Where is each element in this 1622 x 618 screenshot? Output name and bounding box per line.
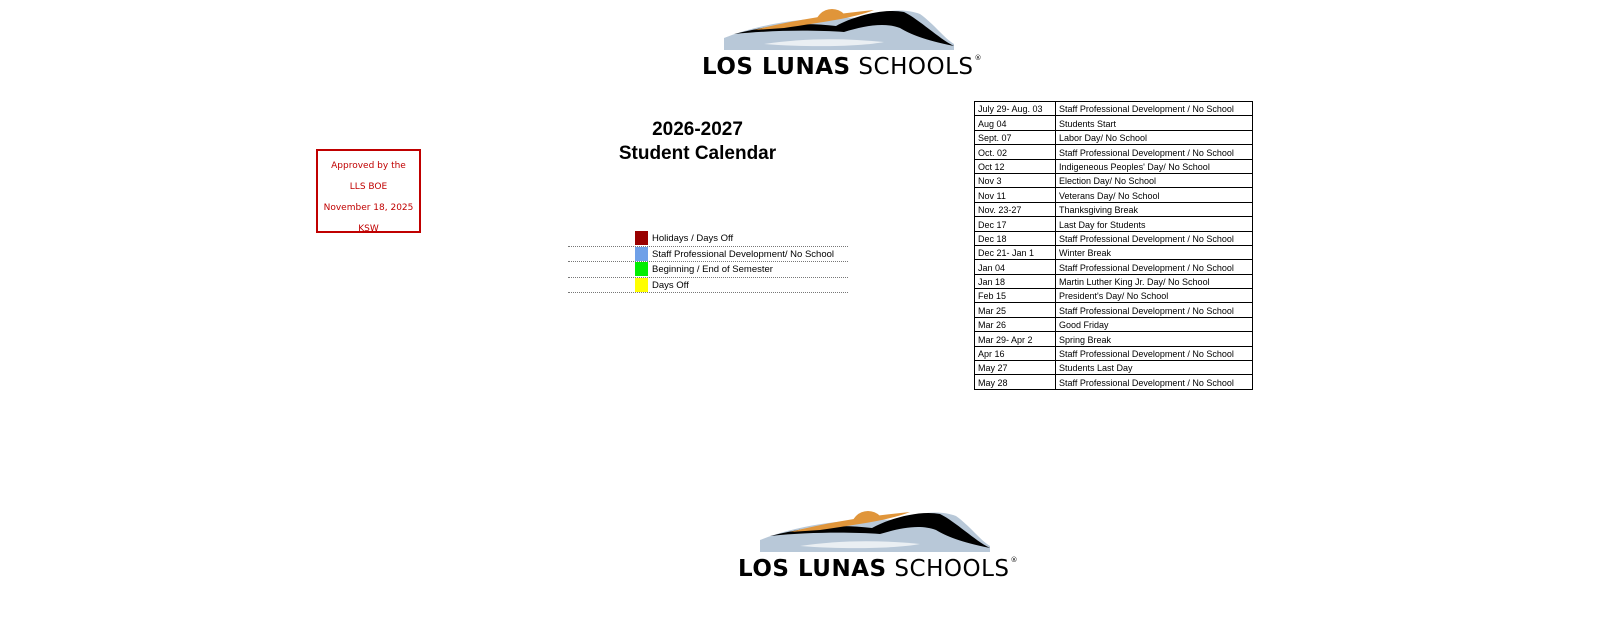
table-row <box>975 346 1253 360</box>
event-description: Spring Break <box>1056 332 1253 346</box>
legend-label: Holidays / Days Off <box>652 233 734 244</box>
event-date: Nov 3 <box>975 173 1056 187</box>
table-row <box>975 231 1253 245</box>
event-description: Students Start <box>1056 116 1253 130</box>
table-row <box>975 245 1253 259</box>
logo-wordmark <box>738 556 1018 582</box>
mountain-sun-icon <box>724 4 954 54</box>
event-date: Dec 17 <box>975 217 1056 231</box>
event-description: Election Day/ No School <box>1056 173 1253 187</box>
logo-name-bold: LOS LUNAS <box>702 54 851 80</box>
event-date: May 28 <box>975 375 1056 389</box>
events-table <box>974 101 1253 390</box>
table-row <box>975 217 1253 231</box>
calendar-legend <box>568 231 848 293</box>
event-date: Mar 25 <box>975 303 1056 317</box>
los-lunas-logo-top <box>702 4 982 80</box>
event-date: Jan 18 <box>975 274 1056 288</box>
event-date: Oct. 02 <box>975 145 1056 159</box>
table-row <box>975 159 1253 173</box>
legend-label: Days Off <box>652 279 689 291</box>
event-date: Jan 04 <box>975 260 1056 274</box>
table-row <box>975 289 1253 303</box>
table-row <box>975 116 1253 130</box>
legend-label: Beginning / End of Semester <box>652 264 773 275</box>
legend-item <box>568 278 848 294</box>
legend-swatch <box>635 247 648 261</box>
approval-line: November 18, 2025 <box>323 203 414 213</box>
event-description: Staff Professional Development / No School <box>1056 303 1253 317</box>
event-description: Staff Professional Development / No School <box>1056 231 1253 245</box>
event-description: Staff Professional Development / No School <box>1056 145 1253 159</box>
approval-line: KSW <box>358 224 379 234</box>
event-date: Mar 29- Apr 2 <box>975 332 1056 346</box>
table-row <box>975 145 1253 159</box>
calendar-title <box>580 118 815 166</box>
calendar-subtitle: Student Calendar <box>618 143 777 164</box>
logo-reg-mark: ® <box>1010 556 1018 564</box>
legend-swatch <box>635 231 648 245</box>
event-date: May 27 <box>975 361 1056 375</box>
logo-name-bold: LOS LUNAS <box>738 556 887 582</box>
table-row <box>975 274 1253 288</box>
event-date: Apr 16 <box>975 346 1056 360</box>
table-row <box>975 173 1253 187</box>
table-row <box>975 375 1253 389</box>
legend-label: Staff Professional Development/ No School <box>652 248 835 260</box>
event-date: Dec 18 <box>975 231 1056 245</box>
event-description: Students Last Day <box>1056 361 1253 375</box>
event-description: Staff Professional Development / No School <box>1056 375 1253 389</box>
event-description: Winter Break <box>1056 245 1253 259</box>
legend-item <box>568 247 848 263</box>
table-row <box>975 188 1253 202</box>
table-row <box>975 317 1253 331</box>
event-description: Staff Professional Development / No School <box>1056 346 1253 360</box>
legend-swatch <box>635 262 648 276</box>
event-description: Good Friday <box>1056 317 1253 331</box>
event-date: Dec 21- Jan 1 <box>975 245 1056 259</box>
table-row <box>975 130 1253 144</box>
logo-name-light: SCHOOLS <box>858 54 974 80</box>
event-description: President's Day/ No School <box>1056 289 1253 303</box>
event-description: Last Day for Students <box>1056 217 1253 231</box>
event-date: Feb 15 <box>975 289 1056 303</box>
event-date: Oct 12 <box>975 159 1056 173</box>
event-date: Nov 11 <box>975 188 1056 202</box>
event-description: Veterans Day/ No School <box>1056 188 1253 202</box>
event-date: Mar 26 <box>975 317 1056 331</box>
event-description: Martin Luther King Jr. Day/ No School <box>1056 274 1253 288</box>
logo-wordmark <box>702 54 982 80</box>
event-date: Aug 04 <box>975 116 1056 130</box>
table-row <box>975 102 1253 116</box>
los-lunas-logo-bottom <box>738 506 1018 582</box>
legend-item <box>568 262 848 278</box>
event-description: Indigeneous Peoples' Day/ No School <box>1056 159 1253 173</box>
event-date: Nov. 23-27 <box>975 202 1056 216</box>
logo-reg-mark: ® <box>974 54 982 62</box>
approval-line: LLS BOE <box>349 182 388 192</box>
table-row <box>975 361 1253 375</box>
event-description: Labor Day/ No School <box>1056 130 1253 144</box>
legend-swatch <box>635 278 648 292</box>
approval-line: Approved by the <box>331 161 406 171</box>
approval-stamp <box>316 149 421 233</box>
table-row <box>975 303 1253 317</box>
table-row <box>975 202 1253 216</box>
logo-name-light: SCHOOLS <box>894 556 1010 582</box>
legend-item <box>568 231 848 247</box>
event-description: Staff Professional Development / No School <box>1056 102 1253 116</box>
table-row <box>975 332 1253 346</box>
event-description: Thanksgiving Break <box>1056 202 1253 216</box>
calendar-year: 2026-2027 <box>652 119 743 140</box>
event-description: Staff Professional Development / No School <box>1056 260 1253 274</box>
event-date: July 29- Aug. 03 <box>975 102 1056 116</box>
event-date: Sept. 07 <box>975 130 1056 144</box>
mountain-sun-icon <box>760 506 990 556</box>
table-row <box>975 260 1253 274</box>
